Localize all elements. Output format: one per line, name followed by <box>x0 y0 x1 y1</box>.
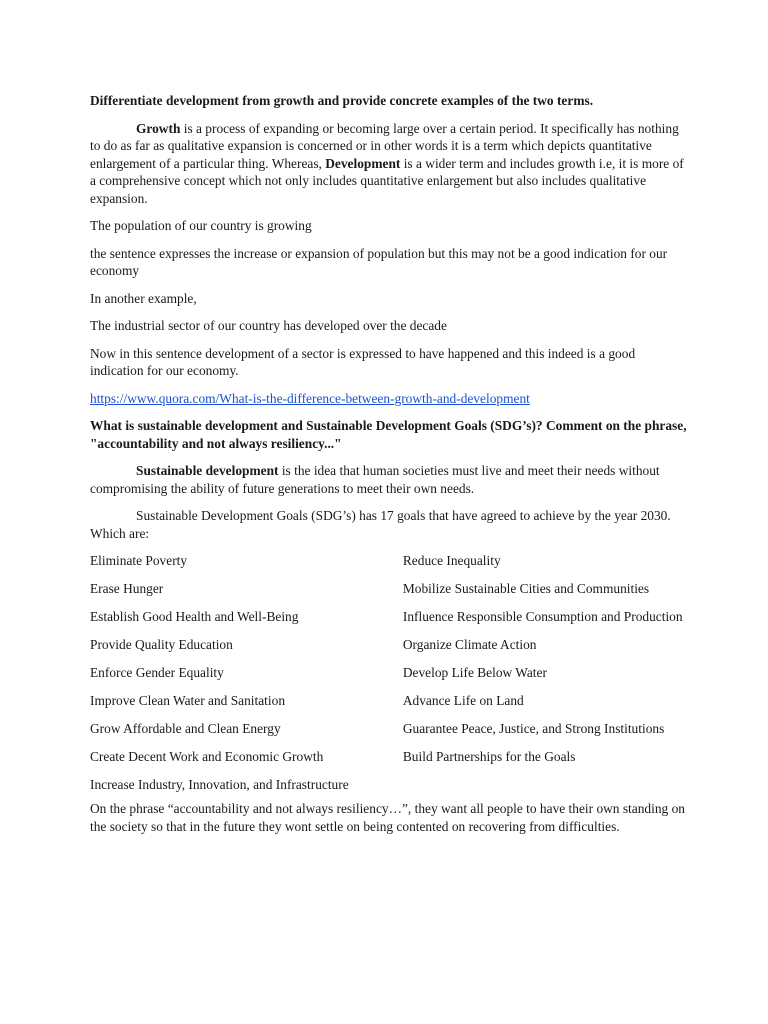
goal-item: Create Decent Work and Economic Growth <box>90 749 324 764</box>
goal-item: Guarantee Peace, Justice, and Strong Institutions <box>402 721 665 736</box>
goal-item: Eliminate Poverty <box>90 553 188 568</box>
source-link-paragraph <box>90 390 690 408</box>
goal-item: Reduce Inequality <box>402 553 501 568</box>
question-2-heading: What is sustainable development and Sustainable Development Goals (SDG’s)? Comment on the phrase, "accountability and not always resiliency..." <box>90 418 687 451</box>
question-1-heading: Differentiate development from growth and provide concrete examples of the two terms. <box>90 93 594 108</box>
example-2-comment: Now in this sentence development of a sector is expressed to have happened and this indeed is a good indication for our economy. <box>90 345 636 378</box>
goal-item: Mobilize Sustainable Cities and Communities <box>402 581 650 596</box>
goal-item: Organize Climate Action <box>402 637 537 652</box>
goal-item: Establish Good Health and Well-Being <box>90 609 299 624</box>
goal-item: Build Partnerships for the Goals <box>402 749 576 764</box>
goal-item: Increase Industry, Innovation, and Infrastructure <box>90 777 349 792</box>
growth-definition-paragraph <box>90 120 690 208</box>
growth-text-part-2: is a wider term and includes growth i.e, it is more of a comprehensive concept which not only includes quantitative enlargement but also includes qualitative expansion. <box>90 155 684 206</box>
example-2-sentence: The industrial sector of our country has developed over the decade <box>90 318 447 333</box>
growth-text-part-1: is a process of expanding or becoming large over a certain period. It specifically has nothing to do as far as qualitative expansion is concerned or in other words it is a term which depicts quantitative enlargement of a particular thing. Whereas, <box>90 120 679 171</box>
sdg-goals-left-column <box>90 552 403 804</box>
source-link[interactable]: https://www.quora.com/What-is-the-difference-between-growth-and-development <box>90 390 530 406</box>
goal-item: Influence Responsible Consumption and Production <box>402 609 683 624</box>
development-term: Development <box>325 155 401 171</box>
example-1-comment: the sentence expresses the increase or expansion of population but this may not be a good indication for our economy <box>90 245 668 278</box>
goal-item: Enforce Gender Equality <box>90 665 224 680</box>
document-page <box>90 92 690 845</box>
phrase-comment-paragraph: On the phrase “accountability and not always resiliency…”, they want all people to have their own standing on the society so that in the future they wont settle on being contented on recovering from difficulties. <box>90 801 685 834</box>
sustainable-development-term: Sustainable development <box>136 463 279 478</box>
another-example-label: In another example, <box>90 290 197 306</box>
sdg-goals-right-column <box>403 552 690 804</box>
goal-item: Develop Life Below Water <box>402 665 547 680</box>
goal-item: Provide Quality Education <box>90 637 233 652</box>
sustainable-development-paragraph <box>90 462 690 497</box>
sdg-goals-list <box>90 552 690 804</box>
goal-item: Grow Affordable and Clean Energy <box>90 721 281 736</box>
goal-item: Improve Clean Water and Sanitation <box>90 693 286 708</box>
goal-item: Advance Life on Land <box>402 693 524 708</box>
sdg-intro-paragraph: Sustainable Development Goals (SDG’s) has 17 goals that have agreed to achieve by the year 2030. Which are: <box>90 508 671 541</box>
example-1-sentence: The population of our country is growing <box>90 218 312 233</box>
growth-term: Growth <box>136 120 181 136</box>
sustainable-development-text: is the idea that human societies must live and meet their needs without compromising the ability of future generations to meet their own needs. <box>90 463 660 496</box>
goal-item: Erase Hunger <box>90 581 164 596</box>
